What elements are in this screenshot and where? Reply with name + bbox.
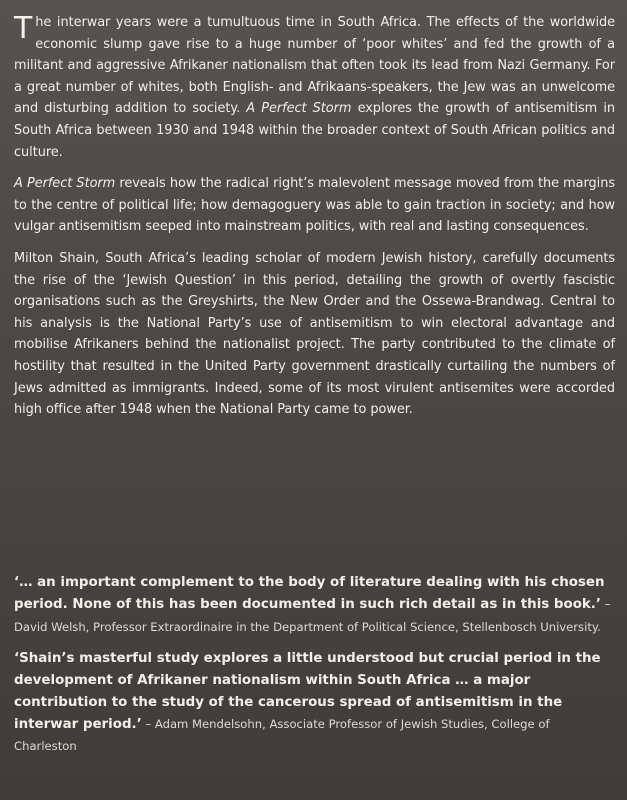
blurb-text: explores the growth of antisemitism in South Africa between 1930 and 1948 within the broader context of South African politics and culture.	[14, 101, 615, 160]
review-quotes	[14, 571, 614, 766]
book-title: A Perfect Storm	[14, 176, 116, 192]
quote-attribution: – David Welsh, Professor Extraordinaire in the Department of Political Science, Stellenbosch University.	[14, 597, 611, 634]
review-quote-2	[14, 647, 614, 755]
quote-attribution: – Adam Mendelsohn, Associate Professor of Jewish Studies, College of Charleston	[14, 717, 550, 754]
blurb-text: reveals how the radical right’s malevolent message moved from the margins to the centre of political life; how demagoguery was able to gain traction in society; and how vulgar antisemitism seeped into mainstream politics, with real and lasting consequences.	[14, 176, 615, 235]
quote-text: ‘Shain’s masterful study explores a little understood but crucial period in the development of Afrikaner nationalism within South Africa … a major contribution to the study of the cancerous spread of antisemitism in the interwar period.’	[14, 650, 601, 733]
drop-cap: T	[14, 11, 33, 46]
blurb-paragraph-3	[14, 248, 615, 421]
blurb-text: he interwar years were a tumultuous time in South Africa. The effects of the worldwide economic slump gave rise to a huge number of ‘poor whites’ and fed the growth of a militant and aggressive Afrikaner nationalism that often took its lead from Nazi Germany. For a great number of whites, both English- and Afrikaans-speakers, the Jew was an unwelcome and disturbing addition to society.	[14, 15, 615, 117]
book-title: A Perfect Storm	[246, 101, 352, 117]
blurb-text: Milton Shain, South Africa’s leading scholar of modern Jewish history, carefully documents the rise of the ‘Jewish Question’ in this period, detailing the growth of overtly fascistic organisations such as the Greyshirts, the New Order and the Ossewa-Brandwag. Central to his analysis is the National Party’s use of antisemitism to win electoral advantage and mobilise Afrikaners behind the nationalist project. The party contributed to the climate of hostility that resulted in the United Party government drastically curtailing the numbers of Jews admitted as immigrants. Indeed, some of its most virulent antisemites were accorded high office after 1948 when the National Party came to power.	[14, 250, 615, 418]
blurb-paragraph-1	[14, 12, 615, 163]
blurb-paragraph-2	[14, 173, 615, 238]
review-quote-1	[14, 571, 614, 635]
quote-text: ‘… an important complement to the body of literature dealing with his chosen period. None of this has been documented in such rich detail as in this book.’	[14, 575, 605, 613]
